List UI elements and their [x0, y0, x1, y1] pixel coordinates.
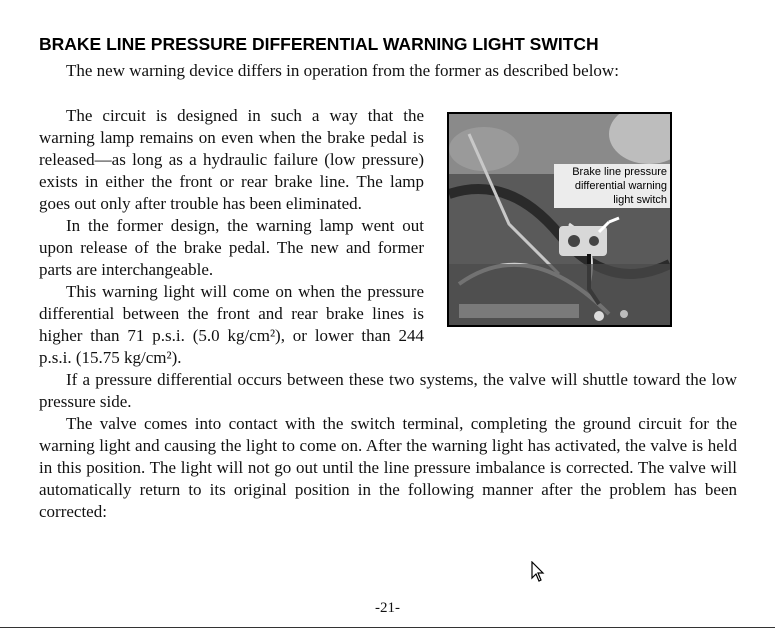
- page-number: -21-: [375, 600, 400, 616]
- paragraph-circuit: The circuit is designed in such a way that the warning lamp remains on even when the brake pedal is released—as long as a hydraulic failure (low pressure) exists in either the front or rear brake line. The lamp goes out only after trouble has been eliminated.: [39, 106, 424, 213]
- photo-callout-label: [554, 164, 670, 208]
- photo-illustration: [449, 114, 670, 325]
- bottom-divider: [0, 627, 775, 628]
- paragraph-valve-contact: The valve comes into contact with the switch terminal, completing the ground circuit for the warning light and causing the light to come on. After the warning light has activated, the valve is held in this position. The light will not go out until the line pressure imbalance is corrected. The valve will automatically return to its original position in the following manner after the problem has been corrected:: [39, 414, 737, 521]
- callout-line-3: light switch: [613, 194, 667, 206]
- callout-line-1: Brake line pressure: [572, 166, 667, 178]
- callout-line-2: differential warning: [574, 180, 667, 192]
- switch-photo: [447, 112, 672, 327]
- paragraph-differential: If a pressure differential occurs between these two systems, the valve will shuttle toward the low pressure side.: [39, 370, 737, 411]
- mouse-cursor-icon: [531, 561, 545, 583]
- section-heading: BRAKE LINE PRESSURE DIFFERENTIAL WARNING LIGHT SWITCH: [39, 34, 599, 54]
- intro-paragraph: The new warning device differs in operation from the former as described below:: [66, 61, 619, 80]
- full-width-text: [39, 369, 737, 523]
- paragraph-pressure-threshold: This warning light will come on when the pressure differential between the front and rear brake lines is higher than 71 p.s.i. (5.0 kg/cm²), or lower than 244 p.s.i. (15.75 kg/cm²).: [39, 282, 424, 367]
- paragraph-former-design: In the former design, the warning lamp went out upon release of the brake pedal. The new and former parts are interchangeable.: [39, 216, 424, 279]
- left-column-text: [39, 105, 424, 369]
